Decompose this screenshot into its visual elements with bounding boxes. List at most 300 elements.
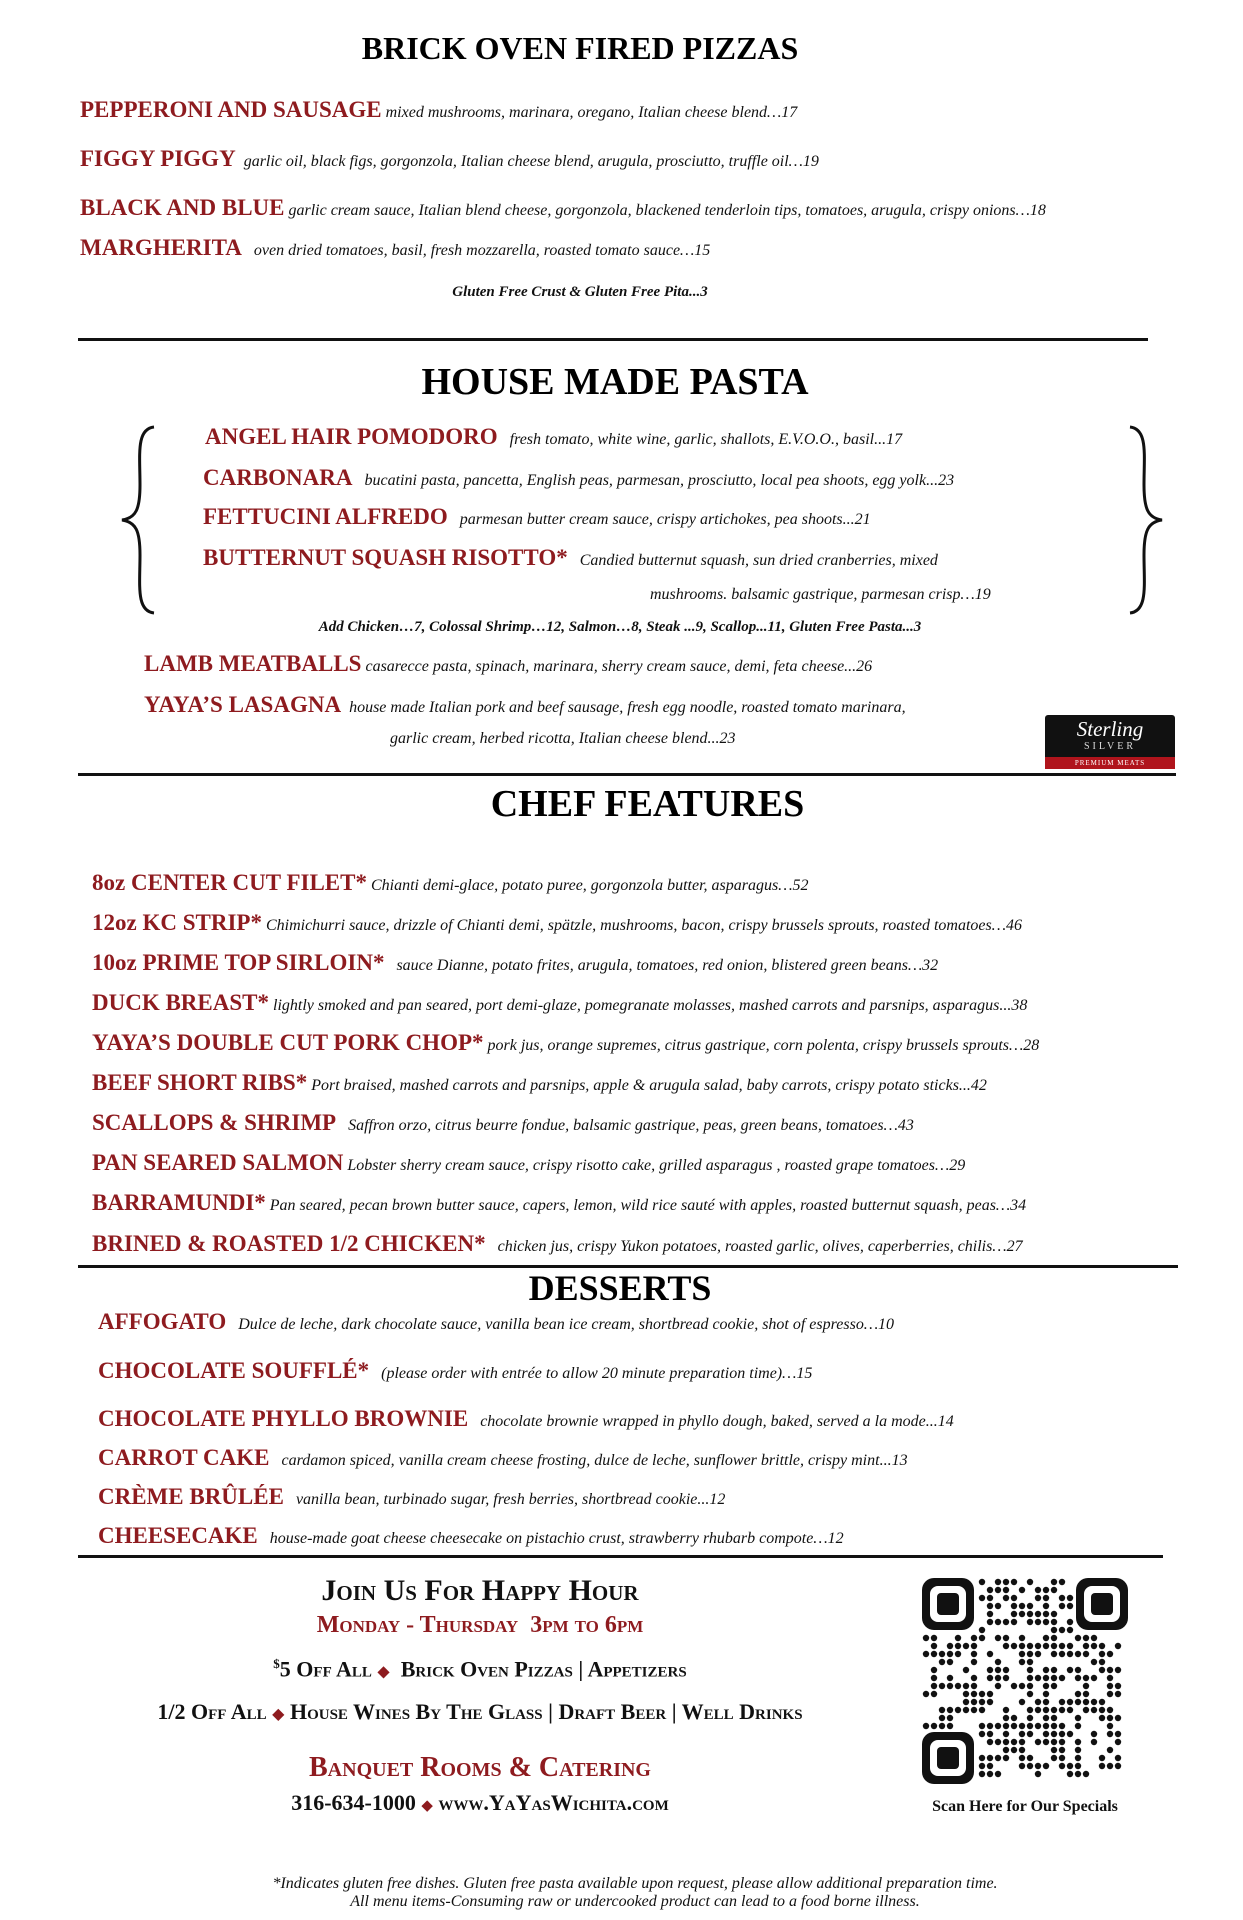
menu-item (144, 693, 906, 716)
qr-dot (1027, 1715, 1033, 1721)
qr-dot (1019, 1587, 1025, 1593)
item-name: BRINED & ROASTED 1/2 CHICKEN* (92, 1231, 486, 1256)
qr-dot (1091, 1707, 1097, 1713)
qr-dot (923, 1635, 929, 1641)
footer-note-2: All menu items-Consuming raw or undercooked product can lead to a food borne illness. (350, 1893, 920, 1910)
qr-dot (947, 1651, 953, 1657)
desserts-title: DESSERTS (528, 1268, 712, 1308)
qr-dot (1043, 1723, 1049, 1729)
logo-script: Sterling (1076, 717, 1144, 741)
qr-dot (1019, 1699, 1025, 1705)
qr-dot (1115, 1755, 1121, 1761)
qr-dot (1027, 1643, 1033, 1649)
item-name: ANGEL HAIR POMODORO (205, 424, 498, 449)
item-desc: bucatini pasta, pancetta, English peas, parmesan, prosciutto, local pea shoots, egg yolk...23 (364, 472, 955, 489)
qr-dot (931, 1683, 937, 1689)
qr-dot (1051, 1587, 1057, 1593)
qr-dot (995, 1739, 1001, 1745)
right-brace-icon (1126, 425, 1166, 615)
item-name: FIGGY PIGGY (80, 146, 236, 171)
divider (78, 773, 1176, 776)
qr-dot (1083, 1699, 1089, 1705)
qr-dot (1043, 1691, 1049, 1697)
qr-dot (1107, 1675, 1113, 1681)
qr-dot (1019, 1643, 1025, 1649)
qr-dot (1003, 1731, 1009, 1737)
item-desc: fresh tomato, white wine, garlic, shallots, E.V.O.O., basil...17 (509, 431, 903, 448)
menu-item (80, 147, 819, 170)
qr-dot (1051, 1651, 1057, 1657)
item-desc: oven dried tomatoes, basil, fresh mozzarella, roasted tomato sauce…15 (253, 242, 711, 259)
qr-dot (1067, 1763, 1073, 1769)
happy-hour-line1 (0, 1656, 960, 1682)
qr-dot (1083, 1643, 1089, 1649)
qr-dot (1091, 1675, 1097, 1681)
line2-a: 1/2 Off All (157, 1699, 267, 1724)
qr-dot (995, 1619, 1001, 1625)
qr-dot (1019, 1603, 1025, 1609)
qr-dot (979, 1595, 985, 1601)
qr-dot (987, 1595, 993, 1601)
qr-dot (1075, 1651, 1081, 1657)
item-name: 8oz CENTER CUT FILET* (92, 870, 367, 895)
qr-dot (971, 1675, 977, 1681)
item-desc: house-made goat cheese cheesecake on pistachio crust, strawberry rhubarb compote…12 (269, 1530, 844, 1547)
qr-dot (1043, 1715, 1049, 1721)
qr-dot (1011, 1595, 1017, 1601)
qr-dot (1003, 1595, 1009, 1601)
qr-dot (1011, 1715, 1017, 1721)
qr-dot (979, 1635, 985, 1641)
qr-dot (1107, 1715, 1113, 1721)
qr-dot (939, 1683, 945, 1689)
qr-dot (931, 1643, 937, 1649)
qr-dot (1043, 1611, 1049, 1617)
qr-dot (1035, 1723, 1041, 1729)
qr-dot (1099, 1659, 1105, 1665)
qr-dot (971, 1635, 977, 1641)
menu-item (98, 1310, 894, 1333)
qr-dot (1019, 1747, 1025, 1753)
qr-dot (1115, 1739, 1121, 1745)
qr-dot (1099, 1707, 1105, 1713)
item-desc-continued: mushrooms. balsamic gastrique, parmesan crisp…19 (650, 586, 991, 603)
qr-dot (1011, 1603, 1017, 1609)
happy-hour-days (0, 1612, 960, 1639)
qr-dot (1059, 1603, 1065, 1609)
qr-dot (1115, 1667, 1121, 1673)
qr-dot (1011, 1611, 1017, 1617)
menu-item (92, 991, 1027, 1014)
qr-dot (971, 1691, 977, 1697)
qr-dot (1059, 1731, 1065, 1737)
qr-dot (1027, 1763, 1033, 1769)
qr-dot (1059, 1627, 1065, 1633)
qr-dot (1043, 1643, 1049, 1649)
qr-dot (955, 1635, 961, 1641)
diamond-icon: ◆ (272, 1706, 285, 1723)
qr-dot (971, 1659, 977, 1665)
line1-a: 5 Off All (279, 1656, 372, 1682)
qr-dot (987, 1603, 993, 1609)
qr-dot (1059, 1755, 1065, 1761)
qr-dot (939, 1715, 945, 1721)
qr-dot (995, 1723, 1001, 1729)
qr-dot (995, 1771, 1001, 1777)
divider (78, 1555, 1163, 1558)
qr-dot (947, 1643, 953, 1649)
item-desc: Chimichurri sauce, drizzle of Chianti demi, spätzle, mushrooms, bacon, crispy brussels sprouts, roasted tomatoes…46 (265, 917, 1022, 934)
qr-dot (1075, 1691, 1081, 1697)
qr-dot (995, 1579, 1001, 1585)
qr-dot (987, 1739, 993, 1745)
qr-dot (971, 1683, 977, 1689)
qr-dot (1059, 1651, 1065, 1657)
qr-dot (1107, 1763, 1113, 1769)
qr-dot (1043, 1619, 1049, 1625)
qr-dot (947, 1683, 953, 1689)
qr-dot (971, 1707, 977, 1713)
footer-note-1: *Indicates gluten free dishes. Gluten free pasta available upon request, please allow additional preparation time. (272, 1875, 998, 1892)
qr-dot (1075, 1771, 1081, 1777)
qr-dot (1003, 1707, 1009, 1713)
qr-dot (1067, 1651, 1073, 1657)
qr-dot (1051, 1747, 1057, 1753)
qr-dot (1019, 1755, 1025, 1761)
pasta-addons: Add Chicken…7, Colossal Shrimp…12, Salmon…8, Steak ...9, Scallop...11, Gluten Free Pasta...3 (318, 619, 922, 635)
qr-dot (979, 1755, 985, 1761)
qr-dot (1051, 1755, 1057, 1761)
qr-dot (955, 1643, 961, 1649)
left-brace-icon (118, 425, 158, 615)
item-name: 12oz KC STRIP* (92, 910, 262, 935)
qr-dot (1019, 1635, 1025, 1641)
qr-dot (1035, 1771, 1041, 1777)
qr-dot (1043, 1635, 1049, 1641)
menu-item (80, 236, 710, 259)
qr-dot (1043, 1763, 1049, 1769)
qr-dot (1035, 1675, 1041, 1681)
phone[interactable]: 316-634-1000 (291, 1790, 416, 1815)
qr-dot (1067, 1619, 1073, 1625)
qr-dot (1027, 1659, 1033, 1665)
qr-dot (1067, 1699, 1073, 1705)
qr-dot (1067, 1667, 1073, 1673)
website-link[interactable]: www.YaYasWichita.com (438, 1790, 669, 1815)
menu-item (205, 425, 902, 448)
qr-dot (1035, 1763, 1041, 1769)
qr-dot (1099, 1755, 1105, 1761)
item-desc: cardamon spiced, vanilla cream cheese frosting, dulce de leche, sunflower brittle, crispy mint...13 (281, 1452, 908, 1469)
menu-item (92, 911, 1022, 934)
qr-dot (1075, 1675, 1081, 1681)
divider (78, 338, 1148, 341)
qr-dot (1043, 1675, 1049, 1681)
menu-item (98, 1407, 954, 1430)
happy-hour-line2 (0, 1699, 960, 1725)
menu-item (92, 1031, 1039, 1054)
menu-item (80, 196, 1046, 219)
qr-dot (1059, 1643, 1065, 1649)
qr-dot (1091, 1739, 1097, 1745)
qr-dot (995, 1659, 1001, 1665)
qr-dot (1075, 1763, 1081, 1769)
qr-dot (1035, 1587, 1041, 1593)
qr-code[interactable] (920, 1576, 1130, 1786)
menu-item (92, 951, 938, 974)
item-name: CHEESECAKE (98, 1523, 258, 1548)
qr-dot (1035, 1611, 1041, 1617)
qr-dot (1051, 1579, 1057, 1585)
qr-dot (1051, 1643, 1057, 1649)
qr-dot (963, 1683, 969, 1689)
qr-dot (987, 1691, 993, 1697)
qr-dot (1027, 1691, 1033, 1697)
qr-dot (987, 1619, 993, 1625)
item-name: YAYA’S LASAGNA (144, 692, 342, 717)
qr-dot (947, 1659, 953, 1665)
qr-dot (1075, 1635, 1081, 1641)
item-name: FETTUCINI ALFREDO (203, 504, 448, 529)
qr-dot (1051, 1723, 1057, 1729)
qr-dot (947, 1723, 953, 1729)
qr-dot (1107, 1667, 1113, 1673)
qr-dot (971, 1643, 977, 1649)
qr-dot (1027, 1603, 1033, 1609)
qr-dot (1027, 1755, 1033, 1761)
qr-dot (1099, 1715, 1105, 1721)
qr-dot (1075, 1723, 1081, 1729)
qr-dot (947, 1715, 953, 1721)
qr-dot (987, 1587, 993, 1593)
qr-dot (1027, 1619, 1033, 1625)
qr-dot (923, 1723, 929, 1729)
qr-dot (963, 1699, 969, 1705)
item-name: BLACK AND BLUE (80, 195, 285, 220)
menu-item (203, 505, 871, 528)
qr-dot (923, 1691, 929, 1697)
item-name: CARROT CAKE (98, 1445, 270, 1470)
qr-dot (963, 1707, 969, 1713)
menu-item (203, 546, 938, 569)
item-name: CARBONARA (203, 465, 353, 490)
qr-dot (1043, 1587, 1049, 1593)
qr-dot (931, 1675, 937, 1681)
item-name: PAN SEARED SALMON (92, 1150, 344, 1175)
qr-dot (1099, 1643, 1105, 1649)
qr-dot (1075, 1715, 1081, 1721)
qr-dot (1035, 1595, 1041, 1601)
qr-dot (1083, 1675, 1089, 1681)
qr-caption: Scan Here for Our Specials (932, 1798, 1118, 1815)
item-desc: parmesan butter cream sauce, crispy artichokes, pea shoots...21 (459, 511, 871, 528)
qr-dot (1115, 1643, 1121, 1649)
qr-dot (931, 1667, 937, 1673)
qr-dot (947, 1675, 953, 1681)
qr-dot (931, 1723, 937, 1729)
pizzas-title: BRICK OVEN FIRED PIZZAS (361, 30, 799, 66)
qr-dot (1003, 1667, 1009, 1673)
qr-dot (1027, 1731, 1033, 1737)
qr-dot (947, 1707, 953, 1713)
qr-dot (1067, 1595, 1073, 1601)
item-name: AFFOGATO (98, 1309, 227, 1334)
item-desc: pork jus, orange supremes, citrus gastrique, corn polenta, crispy brussels sprouts…28 (487, 1037, 1040, 1054)
item-desc: garlic cream sauce, Italian blend cheese, gorgonzola, blackened tenderloin tips, tomatoes, arugula, crispy onions…18 (288, 202, 1046, 219)
qr-dot (955, 1683, 961, 1689)
qr-dot (963, 1667, 969, 1673)
qr-dot (1075, 1755, 1081, 1761)
qr-dot (1091, 1699, 1097, 1705)
logo-sub: PREMIUM MEATS (1045, 757, 1175, 769)
qr-dot (1027, 1579, 1033, 1585)
qr-dot (1027, 1651, 1033, 1657)
qr-dot (1099, 1667, 1105, 1673)
qr-dot (1067, 1731, 1073, 1737)
qr-dot (1027, 1675, 1033, 1681)
qr-dot (1115, 1715, 1121, 1721)
qr-dot (995, 1675, 1001, 1681)
qr-dot (1027, 1723, 1033, 1729)
qr-dot (963, 1691, 969, 1697)
qr-dot (995, 1667, 1001, 1673)
qr-dot (1035, 1699, 1041, 1705)
qr-dot (1099, 1651, 1105, 1657)
qr-dot (1075, 1667, 1081, 1673)
qr-dot (1051, 1627, 1057, 1633)
qr-dot (1059, 1763, 1065, 1769)
qr-dot (995, 1587, 1001, 1593)
qr-dot (1051, 1619, 1057, 1625)
qr-dot (1035, 1643, 1041, 1649)
qr-dot (1043, 1667, 1049, 1673)
qr-dot (987, 1675, 993, 1681)
qr-dot (1027, 1611, 1033, 1617)
qr-dot (1067, 1707, 1073, 1713)
qr-dot (1043, 1683, 1049, 1689)
dollar-sign: $ (273, 1656, 280, 1671)
item-desc: casarecce pasta, spinach, marinara, sherry cream sauce, demi, feta cheese...26 (365, 658, 873, 675)
item-desc: Lobster sherry cream sauce, crispy risotto cake, grilled asparagus , roasted grape tomatoes…29 (347, 1157, 966, 1174)
item-desc: (please order with entrée to allow 20 minute preparation time)…15 (381, 1365, 813, 1382)
qr-dot (1035, 1707, 1041, 1713)
qr-dot (987, 1667, 993, 1673)
menu-item (98, 1524, 844, 1547)
item-name: LAMB MEATBALLS (144, 651, 362, 676)
qr-dot (1075, 1739, 1081, 1745)
qr-dot (1051, 1635, 1057, 1641)
item-desc: house made Italian pork and beef sausage, fresh egg noodle, roasted tomato marinara, (349, 699, 906, 716)
qr-dot (1051, 1667, 1057, 1673)
qr-dot (1099, 1763, 1105, 1769)
qr-dot (1083, 1771, 1089, 1777)
qr-dot (1027, 1683, 1033, 1689)
qr-dot (1003, 1619, 1009, 1625)
qr-dot (1003, 1715, 1009, 1721)
item-name: PEPPERONI AND SAUSAGE (80, 97, 382, 122)
qr-dot (1115, 1691, 1121, 1697)
item-desc: Dulce de leche, dark chocolate sauce, vanilla bean ice cream, shortbread cookie, shot of espresso…10 (238, 1316, 895, 1333)
qr-dot (987, 1731, 993, 1737)
qr-dot (1051, 1683, 1057, 1689)
qr-dot (1059, 1723, 1065, 1729)
qr-dot (1019, 1659, 1025, 1665)
qr-dot (1051, 1707, 1057, 1713)
qr-dot (931, 1691, 937, 1697)
qr-dot (979, 1699, 985, 1705)
qr-dot (1115, 1731, 1121, 1737)
item-desc: chocolate brownie wrapped in phyllo dough, baked, served a la mode...14 (480, 1413, 954, 1430)
chef-title: CHEF FEATURES (490, 783, 805, 825)
qr-dot (1115, 1763, 1121, 1769)
qr-dot (1051, 1739, 1057, 1745)
qr-dot (1059, 1579, 1065, 1585)
item-desc: Saffron orzo, citrus beurre fondue, balsamic gastrique, peas, green beans, tomatoes…43 (348, 1117, 914, 1134)
qr-dot (1027, 1667, 1033, 1673)
item-name: BUTTERNUT SQUASH RISOTTO* (203, 545, 568, 570)
qr-dot (995, 1635, 1001, 1641)
qr-dot (1011, 1683, 1017, 1689)
qr-dot (1107, 1683, 1113, 1689)
diamond-icon: ◆ (421, 1798, 433, 1814)
qr-dot (1035, 1651, 1041, 1657)
item-name: YAYA’S DOUBLE CUT PORK CHOP* (92, 1030, 484, 1055)
qr-dot (1107, 1723, 1113, 1729)
qr-dot (931, 1635, 937, 1641)
menu-item (92, 1232, 1023, 1255)
menu-item (92, 1071, 987, 1094)
item-desc: sauce Dianne, potato frites, arugula, tomatoes, red onion, blistered green beans…32 (396, 957, 939, 974)
qr-dot (1043, 1739, 1049, 1745)
qr-dot (1075, 1747, 1081, 1753)
qr-dot (1083, 1707, 1089, 1713)
qr-dot (1019, 1763, 1025, 1769)
menu-item (144, 652, 872, 675)
qr-dot (979, 1627, 985, 1633)
qr-dot (955, 1707, 961, 1713)
contact-line (0, 1790, 960, 1816)
item-desc: Port braised, mashed carrots and parsnips, apple & arugula salad, baby carrots, crispy potato sticks...42 (311, 1077, 987, 1094)
qr-dot (1011, 1747, 1017, 1753)
qr-dot (1003, 1635, 1009, 1641)
qr-dot (1083, 1683, 1089, 1689)
qr-dot (1043, 1699, 1049, 1705)
qr-dot (1059, 1675, 1065, 1681)
time: 3pm to 6pm (530, 1612, 644, 1638)
item-name: BARRAMUNDI* (92, 1190, 266, 1215)
qr-dot (1091, 1643, 1097, 1649)
sterling-silver-logo (1045, 715, 1175, 769)
qr-dot (955, 1651, 961, 1657)
qr-dot (1019, 1683, 1025, 1689)
qr-dot (1011, 1579, 1017, 1585)
qr-dot (939, 1723, 945, 1729)
qr-dot (1003, 1723, 1009, 1729)
qr-dot (1099, 1699, 1105, 1705)
qr-dot (1011, 1619, 1017, 1625)
line2-b: House Wines By The Glass | Draft Beer | Well Drinks (289, 1699, 803, 1724)
qr-dot (1067, 1603, 1073, 1609)
line1-b: Brick Oven Pizzas | Appetizers (400, 1656, 687, 1682)
qr-dot (995, 1755, 1001, 1761)
item-desc-continued: garlic cream, herbed ricotta, Italian cheese blend...23 (390, 730, 736, 747)
qr-dot (1003, 1579, 1009, 1585)
qr-dot (1115, 1683, 1121, 1689)
item-desc: Pan seared, pecan brown butter sauce, capers, lemon, wild rice sauté with apples, roasted butternut squash, peas…34 (269, 1197, 1027, 1214)
menu-item (92, 1151, 965, 1174)
item-desc: lightly smoked and pan seared, port demi-glaze, pomegranate molasses, mashed carrots and parsnips, asparagus...38 (273, 997, 1028, 1014)
item-desc: vanilla bean, turbinado sugar, fresh berries, shortbread cookie...12 (295, 1491, 726, 1508)
